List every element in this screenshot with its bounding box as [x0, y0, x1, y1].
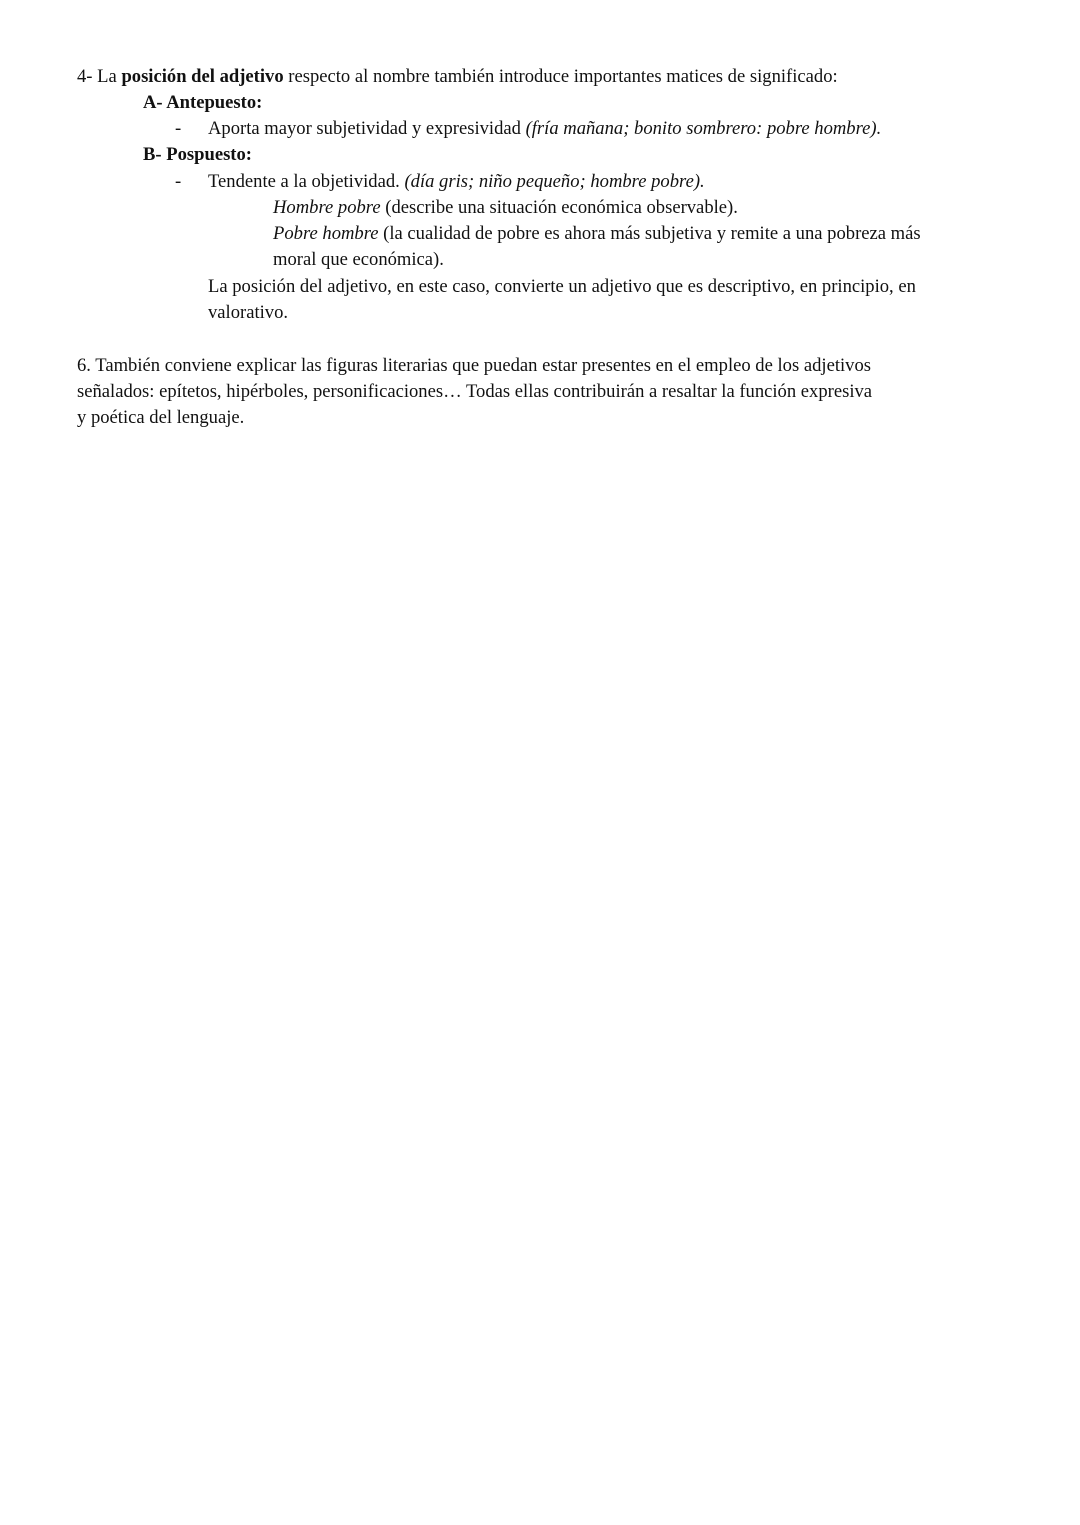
point-6-line-3: y poética del lenguaje.	[77, 407, 245, 428]
pospuesto-text: Tendente a la objetividad.	[208, 171, 400, 192]
point-4-rest: respecto al nombre también introduce importantes matices de significado:	[288, 66, 838, 87]
point-4-bold-term: posición del adjetivo	[121, 66, 284, 87]
point-4-number: 4-	[77, 66, 93, 87]
point-6-line-1: 6. También conviene explicar las figuras literarias que puedan estar presentes en el empleo de los adjetivos	[77, 355, 871, 376]
pospuesto-note-2: valorativo.	[208, 302, 289, 323]
antepuesto-text: Aporta mayor subjetividad y expresividad	[208, 118, 521, 139]
pospuesto-bullet	[208, 169, 705, 195]
antepuesto-bullet-dash: -	[175, 118, 182, 139]
pospuesto-note-1: La posición del adjetivo, en este caso, convierte un adjetivo que es descriptivo, en principio, en	[208, 276, 916, 297]
point-6-line-2: señalados: epítetos, hipérboles, personificaciones… Todas ellas contribuirán a resaltar la función expresiva	[77, 381, 873, 402]
example-2-term: Pobre hombre	[273, 223, 379, 244]
antepuesto-examples: (fría mañana; bonito sombrero: pobre hombre).	[525, 118, 882, 139]
example-1-term: Hombre pobre	[273, 197, 381, 218]
pospuesto-examples: (día gris; niño pequeño; hombre pobre).	[404, 171, 705, 192]
antepuesto-bullet	[208, 116, 881, 142]
example-2-description-1: (la cualidad de pobre es ahora más subjetiva y remite a una pobreza más	[383, 223, 921, 244]
point-4-line	[77, 64, 838, 90]
example-2-line	[273, 221, 921, 247]
example-1-line	[273, 195, 738, 221]
point-4-lead: La	[97, 66, 117, 87]
antepuesto-heading: A- Antepuesto:	[143, 92, 263, 113]
pospuesto-heading: B- Pospuesto:	[143, 144, 252, 165]
example-2-description-2: moral que económica).	[273, 249, 444, 270]
example-1-description: (describe una situación económica observable).	[385, 197, 738, 218]
pospuesto-bullet-dash: -	[175, 171, 182, 192]
